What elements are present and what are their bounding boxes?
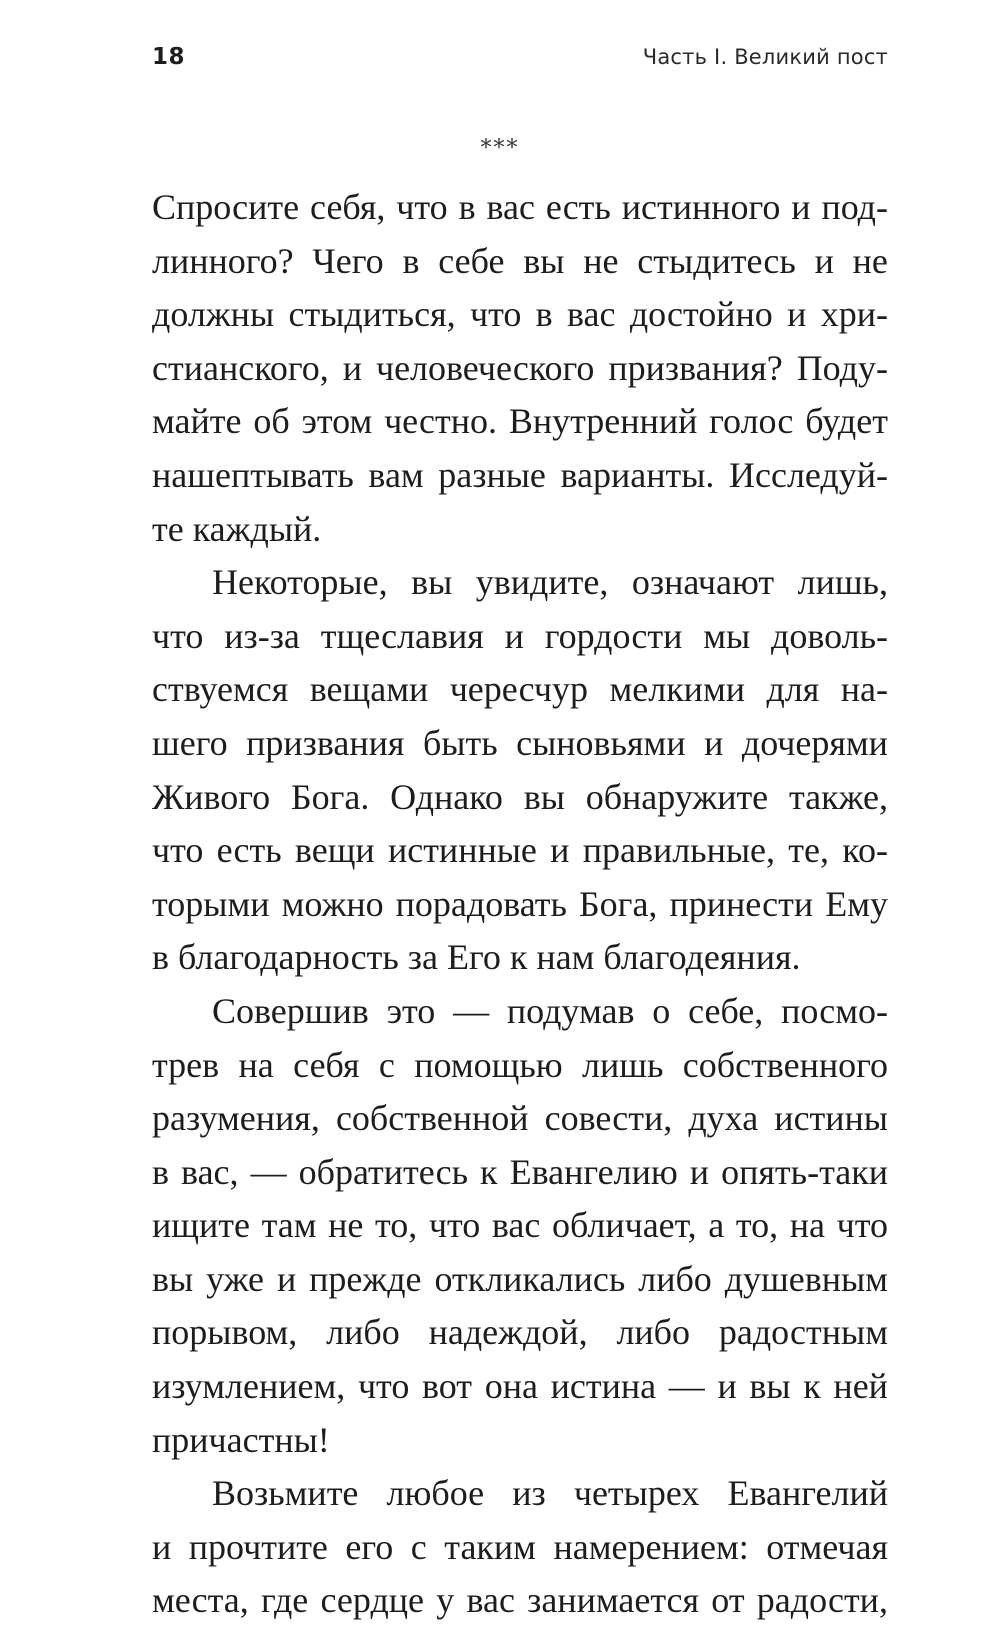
text-line: что есть вещи истинные и правильные, те, ко- [152,830,888,871]
text-line: Возьмите любое из четырех Евангелий [212,1473,888,1514]
text-line: линного? Чего в себе вы не стыдитесь и не [152,240,888,281]
text-line: Живого Бога. Однако вы обнаружите также, [152,776,888,817]
running-title: Часть I. Великий пост [642,45,888,69]
text-line: трев на себя с помощью лишь собственного [152,1044,888,1085]
text-line: что из-за тщеславия и гордости мы доволь- [152,615,888,656]
page-number: 18 [152,44,186,70]
text-line: ствуемся вещами чересчур мелкими для на- [152,669,888,710]
text-line: шего призвания быть сыновьями и дочерями [152,722,888,763]
text-line: вы уже и прежде откликались либо душевным [152,1258,888,1299]
text-line: ищите там не то, что вас обличает, а то, на что [152,1205,888,1246]
section-separator: *** [480,136,520,161]
body-text [152,181,888,1628]
text-line: Спросите себя, что в вас есть истинного и под- [152,187,888,227]
text-line: порывом, либо надеждой, либо радостным [152,1312,888,1353]
text-line: нашептывать вам разные варианты. Исследуй- [152,454,888,495]
text-line: изумлением, что вот она истина — и вы к ней [152,1366,888,1407]
text-line: в благодарность за Его к нам благодеяния. [152,937,801,978]
text-line: должны стыдиться, что в вас достойно и хри- [152,294,888,335]
text-line: майте об этом честно. Внутренний голос будет [152,401,888,442]
text-line: причастны! [152,1419,330,1460]
text-line: в вас, — обратитесь к Евангелию и опять-таки [152,1151,888,1192]
text-line: стианского, и человеческого призвания? Поду- [152,347,888,388]
text-line: и прочтите его с таким намерением: отмечая [152,1526,888,1567]
text-line: те каждый. [152,508,322,549]
text-line: Совершив это — подумав о себе, посмо- [212,990,888,1031]
text-line: торыми можно порадовать Бога, принести Ему [152,883,888,924]
text-line: места, где сердце у вас занимается от радости, [152,1580,888,1621]
text-line: разумения, собственной совести, духа истины [152,1098,888,1139]
text-line: Некоторые, вы увидите, означают лишь, [212,562,888,603]
